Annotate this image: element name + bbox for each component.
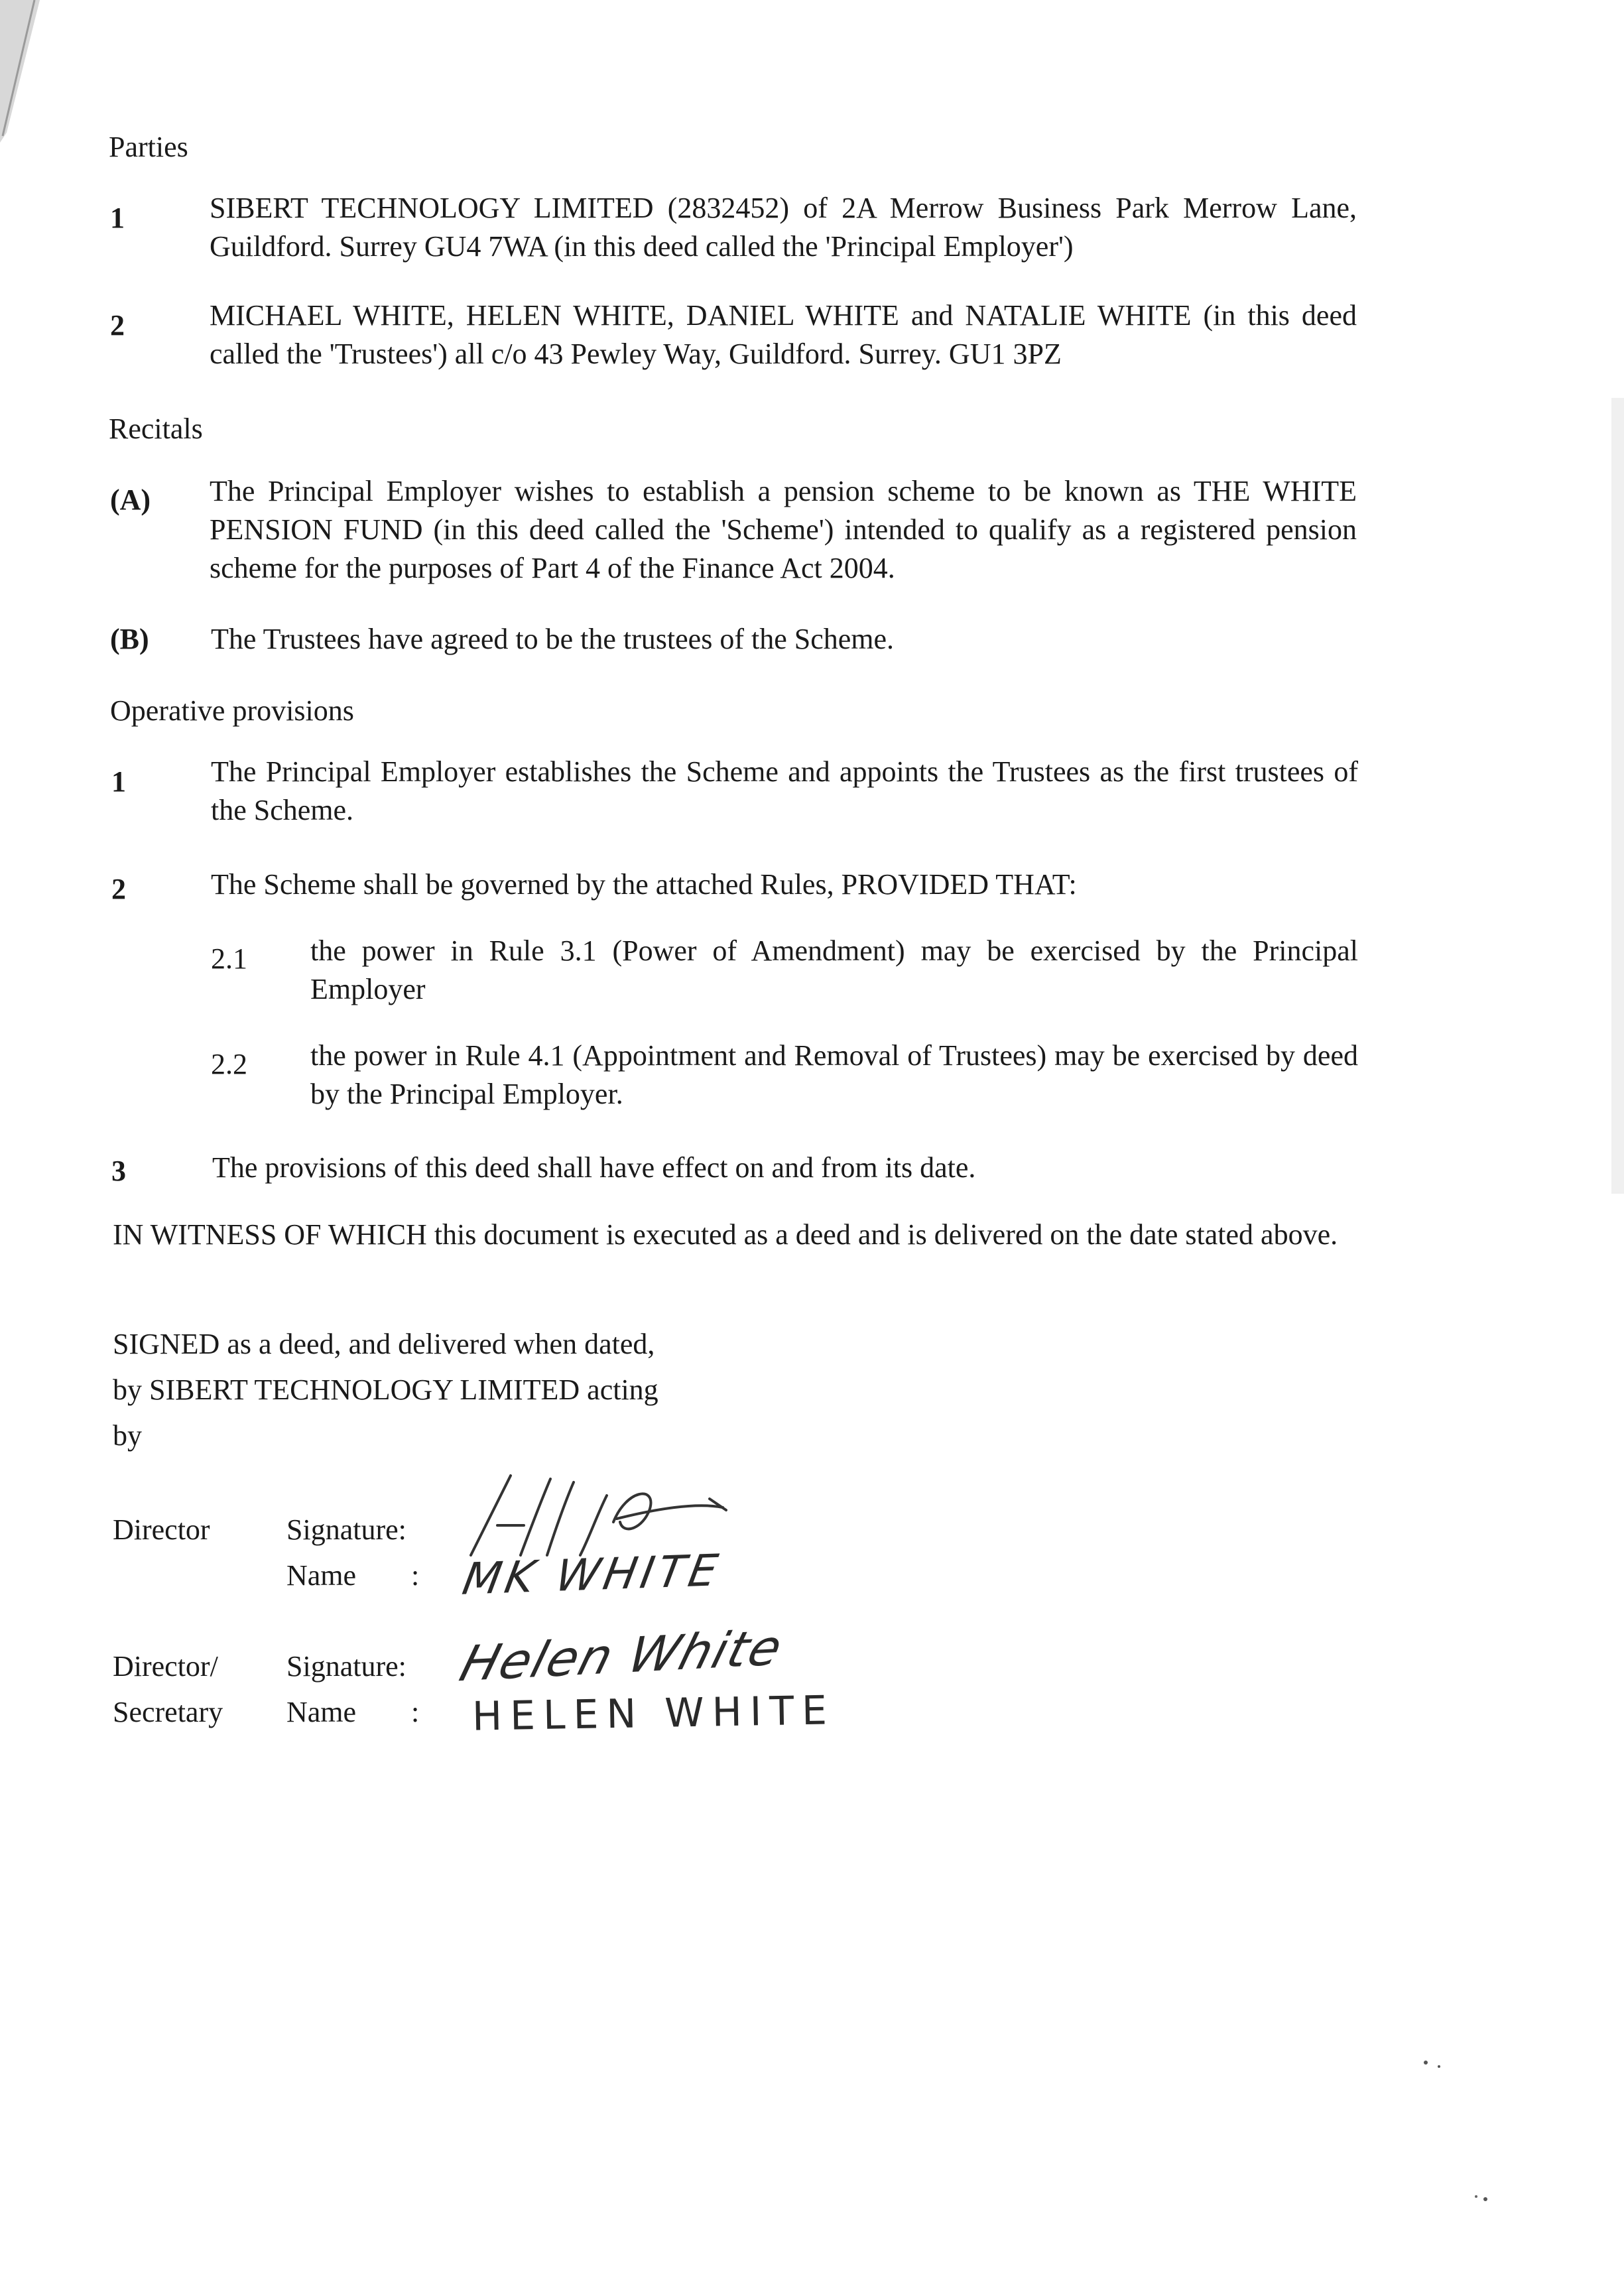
heading-operative-provisions: Operative provisions — [110, 694, 354, 727]
recital-a-text: The Principal Employer wishes to establish a pension scheme to be known as THE WHITE PENSION FUND (in this deed called the 'Scheme') intended to qualify as a registered pension scheme for the purposes of Part 4 of the Finance Act 2004. — [210, 475, 1357, 584]
signed-line-3: by — [113, 1419, 142, 1452]
director-name-colon: : — [411, 1559, 420, 1592]
subclause-2-1-text: the power in Rule 3.1 (Power of Amendment) may be exercised by the Principal Employer — [310, 934, 1358, 1005]
scan-edge-artifact — [0, 0, 40, 146]
party-2-text: MICHAEL WHITE, HELEN WHITE, DANIEL WHITE and NATALIE WHITE (in this deed called the 'Trustees') all c/o 43 Pewley Way, Guildford. Surrey. GU1 3PZ — [210, 299, 1357, 370]
secretary-handwritten-signature: Helen White — [454, 1619, 790, 1693]
recital-b-label: (B) — [110, 623, 149, 655]
secretary-signature-label: Signature: — [286, 1650, 406, 1683]
party-1-text: SIBERT TECHNOLOGY LIMITED (2832452) of 2A Merrow Business Park Merrow Lane, Guildford. Surrey GU4 7WA (in this deed called the 'Principal Employer') — [210, 192, 1357, 263]
subclause-2-2-number: 2.2 — [211, 1048, 247, 1080]
party-1-number: 1 — [110, 202, 125, 234]
party-2-number: 2 — [110, 309, 125, 342]
secretary-role-line-2: Secretary — [113, 1696, 223, 1728]
recital-b-text: The Trustees have agreed to be the trustees of the Scheme. — [211, 623, 895, 655]
signed-line-2: by SIBERT TECHNOLOGY LIMITED acting — [113, 1373, 658, 1406]
operative-3-text: The provisions of this deed shall have effect on and from its date. — [212, 1151, 976, 1184]
operative-1-number: 1 — [111, 765, 126, 798]
heading-parties: Parties — [109, 131, 188, 163]
operative-2-text: The Scheme shall be governed by the attached Rules, PROVIDED THAT: — [211, 868, 1077, 901]
secretary-name-colon: : — [411, 1696, 420, 1728]
director-signature-label: Signature: — [286, 1513, 406, 1546]
operative-2-number: 2 — [111, 873, 126, 905]
scan-right-edge — [1611, 398, 1624, 1194]
signed-line-1: SIGNED as a deed, and delivered when dated, — [113, 1328, 655, 1360]
director-handwritten-name: MK WHITE — [458, 1545, 725, 1605]
witness-clause: IN WITNESS OF WHICH this document is executed as a deed and is delivered on the date stated above. — [113, 1218, 1338, 1251]
secretary-role-line-1: Director/ — [113, 1650, 218, 1683]
operative-3-number: 3 — [111, 1155, 126, 1187]
recital-a-label: (A) — [110, 483, 151, 516]
subclause-2-1-number: 2.1 — [211, 942, 247, 975]
scan-specks — [1412, 2056, 1492, 2222]
operative-1-text: The Principal Employer establishes the Scheme and appoints the Trustees as the first trustees of the Scheme. — [211, 755, 1358, 826]
director-name-label: Name — [286, 1559, 357, 1592]
secretary-name-label: Name — [286, 1696, 357, 1728]
director-role: Director — [113, 1513, 210, 1546]
heading-recitals: Recitals — [109, 413, 203, 445]
subclause-2-2-text: the power in Rule 4.1 (Appointment and Removal of Trustees) may be exercised by deed by the Principal Employer. — [310, 1039, 1358, 1110]
secretary-handwritten-name: HELEN WHITE — [471, 1687, 836, 1740]
